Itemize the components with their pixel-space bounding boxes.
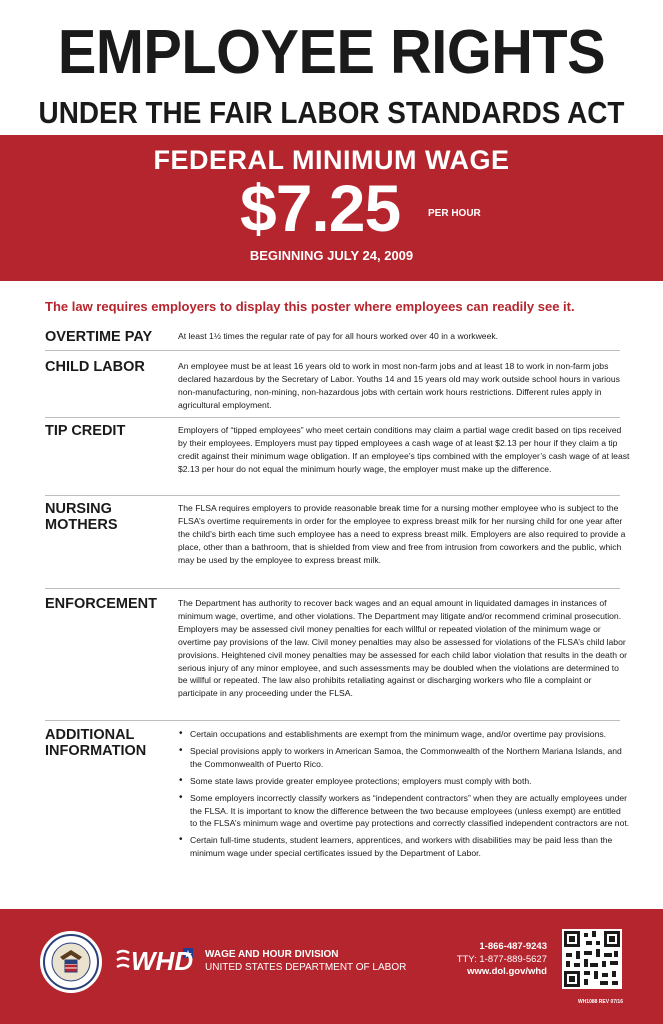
list-item: • Some state laws provide greater employee protections; employers must comply with both. (178, 775, 630, 788)
section-body (178, 728, 630, 864)
section-heading-line: ADDITIONAL (45, 727, 135, 743)
list-item: • Certain full-time students, student learners, apprentices, and workers with disabilities may be paid less than the minimum wage under special certificates issued by the Department of Labor. (178, 834, 630, 860)
section-heading: CHILD LABOR (45, 359, 145, 375)
banner-heading: FEDERAL MINIMUM WAGE (153, 145, 510, 175)
poster-title: EMPLOYEE RIGHTS (57, 18, 606, 87)
section-nursing-mothers (45, 501, 625, 583)
effective-date: BEGINNING JULY 24, 2009 (249, 248, 414, 263)
phone-number: 1-866-487-9243 (479, 941, 547, 952)
section-overtime (45, 329, 625, 347)
contact-info (400, 941, 547, 979)
section-body: The Department has authority to recover back wages and an equal amount in liquidated damages in instances of minimum wage, overtime, and other violations. The Department may litigate and/or recommend criminal prosecution. Employers may be assessed civil money penalties for each willful or repeated violation of the minimum wage or overtime pay provisions of the law. Civil money penalties may also be assessed for violations of the FLSA’s child labor provisions. Heightened civil money penalties may be assessed for each child labor violation that results in the death or serious injury of any minor employee, and such assessments may be doubled when the violations are determined to be willful or repeated. The law also prohibits retaliating against or discharging workers who file a complaint or participate in any proceeding under the FLSA. (178, 598, 628, 699)
divider (45, 350, 620, 351)
divider (45, 588, 620, 589)
bullet-list (178, 728, 630, 860)
section-body: The FLSA requires employers to provide reasonable break time for a nursing mother employee who is subject to the FLSA’s overtime requirements in order for the employee to express breast milk for her nursing child for one year after the child’s birth each time such employee has a need to express breast milk. Employers are also required to provide a place, other than a bathroom, that is shielded from view and free from intrusion from coworkers and the public, which may be used by the employee to express breast milk. (178, 503, 626, 565)
section-body: Employers of “tipped employees” who meet certain conditions may claim a partial wage credit based on tips received by their employees. Employers must pay tipped employees a cash wage of at least $2.13 per hour if they claim a tip credit against their minimum wage obligation. If an employee’s tips combined with the employer’s cash wage of at least $2.13 per hour do not equal the minimum hourly wage, the employer must make up the difference. (178, 425, 630, 474)
section-heading: ENFORCEMENT (45, 596, 157, 612)
section-heading-line: INFORMATION (45, 743, 147, 759)
divider (45, 495, 620, 496)
section-tip-credit (45, 423, 630, 491)
display-notice: The law requires employers to display this poster where employees can readily see it. (45, 299, 575, 314)
whd-logo-text: WHD (131, 946, 194, 976)
wage-unit: PER HOUR (428, 208, 481, 219)
poster-subtitle: UNDER THE FAIR LABOR STANDARDS ACT (38, 95, 625, 130)
list-item: • Certain occupations and establishments are exempt from the minimum wage, and/or overtime pay provisions. (178, 728, 630, 741)
tty-number: TTY: 1-877-889-5627 (456, 953, 547, 965)
section-heading (45, 727, 175, 759)
qr-code-icon[interactable] (562, 929, 622, 989)
divider (45, 720, 620, 721)
list-item: • Some employers incorrectly classify workers as “independent contractors” when they are actually employees under the FLSA. It is important to know the difference between the two because employees (unless exempt) are entitled to the FLSA’s minimum wage and overtime pay protections and correctly classified independent contractors are not. (178, 792, 630, 831)
section-heading (45, 501, 175, 533)
whd-logo (115, 945, 195, 977)
form-number: WH1088 REV 07/16 (577, 999, 623, 1005)
section-heading: TIP CREDIT (45, 423, 126, 439)
section-heading: OVERTIME PAY (45, 329, 153, 345)
section-heading-line: MOTHERS (45, 517, 118, 533)
section-enforcement (45, 596, 628, 716)
wage-row (0, 171, 663, 245)
section-body: An employee must be at least 16 years old to work in most non-farm jobs and at least 18 to work in non-farm jobs declared hazardous by the Secretary of Labor. Youths 14 and 15 years old may work outside school hours in various non-manufacturing, non-mining, non-hazardous jobs with certain work hours restrictions. Different rules apply in agricultural employment. (178, 361, 620, 410)
list-item: • Special provisions apply to workers in American Samoa, the Commonwealth of the Northern Mariana Islands, and the Commonwealth of Puerto Rico. (178, 745, 630, 771)
minimum-wage-banner (0, 135, 663, 281)
website-link[interactable]: www.dol.gov/whd (467, 966, 547, 977)
wage-amount: $7.25 (240, 171, 401, 245)
department-name: UNITED STATES DEPARTMENT OF LABOR (205, 962, 407, 973)
section-child-labor (45, 359, 625, 414)
section-additional-information (45, 727, 630, 897)
footer-band (0, 909, 663, 1024)
divider (45, 417, 620, 418)
section-body: At least 1½ times the regular rate of pay for all hours worked over 40 in a workweek. (178, 331, 499, 341)
dol-seal-icon (40, 931, 102, 993)
section-heading-line: NURSING (45, 501, 112, 517)
division-name: WAGE AND HOUR DIVISION (205, 949, 339, 960)
